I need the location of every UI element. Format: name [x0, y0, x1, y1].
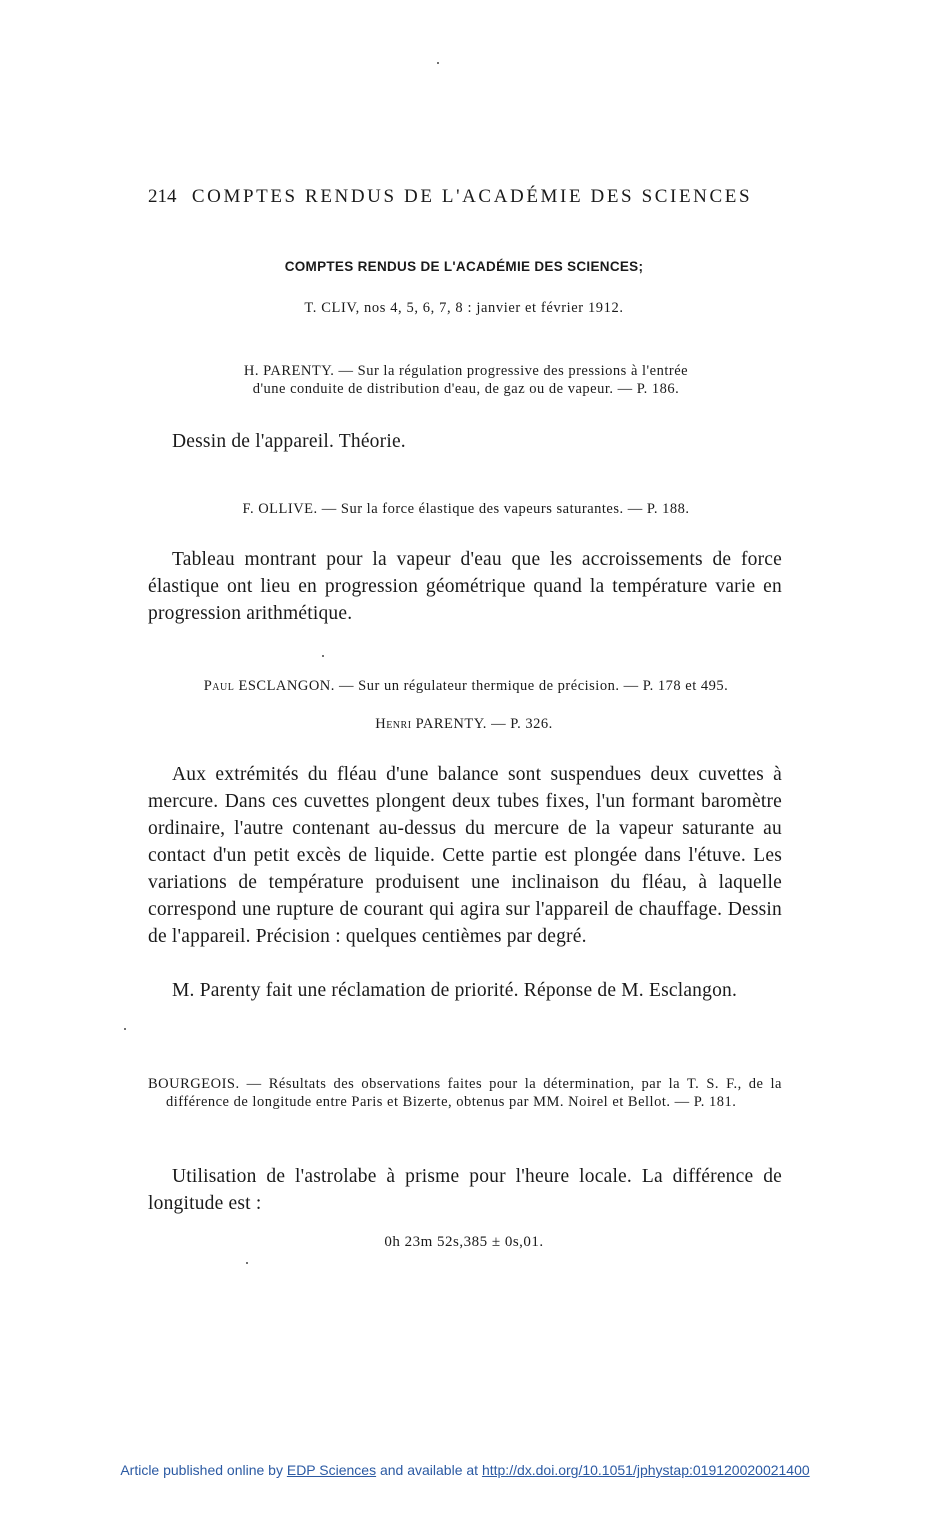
running-head [148, 186, 753, 208]
entry-reference: F. OLLIVE. — Sur la force élastique des vapeurs saturantes. — P. 188. [242, 501, 690, 517]
entry-author: Paul ESCLANGON. [203, 678, 335, 694]
entry-summary: Utilisation de l'astrolabe à prisme pour l'heure locale. La différence de longitude est : [148, 1166, 782, 1214]
running-title: COMPTES RENDUS DE L'ACADÉMIE DES SCIENCES [191, 186, 753, 207]
entry-reference-line: d'une conduite de distribution d'eau, de gaz ou de vapeur. — P. 186. [252, 381, 680, 397]
entry-reference [168, 362, 764, 398]
print-speck [322, 655, 324, 657]
page-number: 214 [148, 186, 177, 207]
entry-summary: Dessin de l'appareil. Théorie. [172, 431, 406, 452]
entry-summary: Tableau montrant pour la vapeur d'eau que les accroissements de force élastique ont lieu en progression géométrique quand la température varie en progression arithmétique. [148, 549, 782, 624]
entry-reference [118, 677, 814, 695]
entry-reference-text: — P. 326. [491, 716, 553, 732]
entry-summary: Aux extrémités du fléau d'une balance sont suspendues deux cuvettes à mercure. Dans ces cuvettes plongent deux tubes fixes, l'un formant baromètre ordinaire, l'autre contenant au-dessus du mercure de la vapeur saturante au contact d'un petit excès de liquide. Cette partie est plongée dans l'étuve. Les variations de température produisent une inclinaison du fléau, à laquelle correspond une rupture de courant qui agira sur l'appareil de chauffage. Dessin de l'appareil. Précision : quelques centièmes par degré. [148, 764, 782, 947]
doi-link[interactable]: http://dx.doi.org/10.1051/jphystap:019120020021400 [481, 1462, 810, 1478]
entry-reference-text: — Sur un régulateur thermique de précision. — P. 178 et 495. [339, 678, 729, 694]
publisher-link[interactable]: EDP Sciences [286, 1462, 377, 1478]
section-title: COMPTES RENDUS DE L'ACADÉMIE DES SCIENCES; [284, 259, 644, 274]
longitude-formula: 0h 23m 52s,385 ± 0s,01. [384, 1234, 544, 1250]
tome-line: T. CLIV, nos 4, 5, 6, 7, 8 : janvier et février 1912. [304, 300, 624, 316]
print-speck [124, 1028, 126, 1030]
entry-author: Henri PARENTY. [375, 716, 487, 732]
print-speck [246, 1262, 248, 1264]
footer [0, 1462, 930, 1478]
entry-reference: BOURGEOIS. — Résultats des observations faites pour la détermination, par la T. S. F., de la différence de longitude entre Paris et Bizerte, obtenus par MM. Noirel et Bellot. — P. 181. [148, 1076, 782, 1110]
entry-reference [148, 715, 780, 733]
footer-prefix: Article published online by [120, 1462, 283, 1478]
footer-middle: and available at [379, 1462, 479, 1478]
entry-summary: M. Parenty fait une réclamation de priorité. Réponse de M. Esclangon. [172, 980, 738, 1001]
entry-reference-line: H. PARENTY. — Sur la régulation progressive des pressions à l'entrée [243, 363, 689, 379]
print-speck [437, 62, 439, 64]
